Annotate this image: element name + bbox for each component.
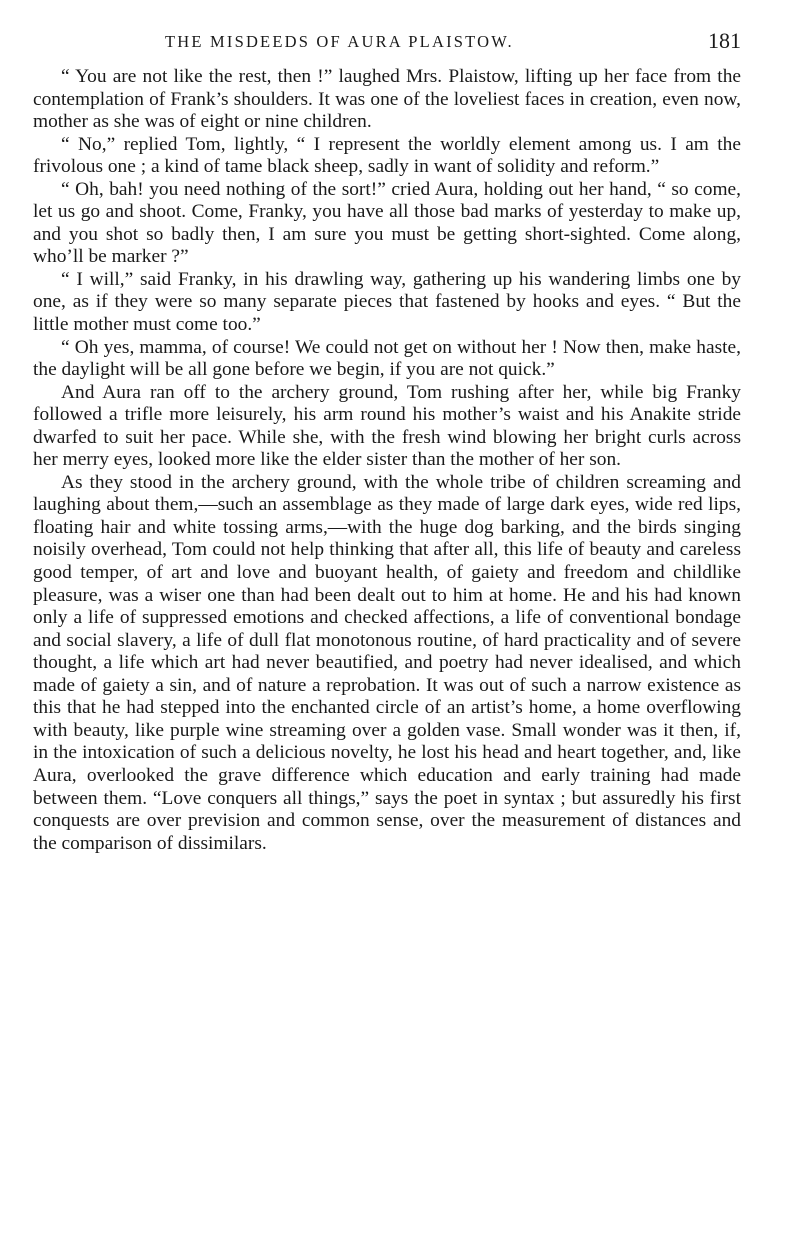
running-title: THE MISDEEDS OF AURA PLAISTOW. <box>165 32 514 51</box>
paragraph: “ Oh yes, mamma, of course! We could not get on without her ! Now then, make haste, the daylight will be all gone before we begin, if you are not quick.” <box>33 336 741 381</box>
paragraph: “ Oh, bah! you need nothing of the sort!” cried Aura, holding out her hand, “ so come, let us go and shoot. Come, Franky, you have all those bad marks of yesterday to make up, and you shot so badly then, I am sure you must be getting short-sighted. Come along, who’ll be marker ?” <box>33 178 741 268</box>
paragraph: “ I will,” said Franky, in his drawling way, gathering up his wandering limbs one by one, as if they were so many separate pieces that fastened by hooks and eyes. “ But the little mother must come too.” <box>33 268 741 336</box>
page-number: 181 <box>708 28 741 53</box>
paragraph: “ No,” replied Tom, lightly, “ I represent the worldly element among us. I am the frivolous one ; a kind of tame black sheep, sadly in want of solidity and reform.” <box>33 133 741 178</box>
body-text <box>33 66 741 855</box>
book-page <box>33 28 741 855</box>
paragraph: “ You are not like the rest, then !” laughed Mrs. Plaistow, lifting up her face from the contemplation of Frank’s shoulders. It was one of the loveliest faces in creation, even now, mother as she was of eight or nine children. <box>33 66 741 133</box>
page-header <box>33 28 741 62</box>
paragraph: As they stood in the archery ground, with the whole tribe of children screaming and laughing about them,—such an assemblage as they made of large dark eyes, wide red lips, floating hair and white tossing arms,—with the huge dog barking, and the birds singing noisily overhead, Tom could not help thinking that after all, this life of beauty and careless good temper, of art and love and buoyant health, of gaiety and freedom and childlike pleasure, was a wiser one than had been dealt out to him at home. He and his had known only a life of suppressed emotions and checked affections, a life of conventional bondage and social slavery, a life of dull flat monotonous routine, of hard practicality and of severe thought, a life which art had never beautified, and poetry had never idealised, and which made of gaiety a sin, and of nature a reprobation. It was out of such a narrow existence as this that he had stepped into the enchanted circle of an artist’s home, a home overflowing with beauty, like purple wine streaming over a golden vase. Small wonder was it then, if, in the intoxication of such a delicious novelty, he lost his head and heart together, and, like Aura, overlooked the grave difference which education and early training had made between them. “Love conquers all things,” says the poet in syntax ; but assuredly his first conquests are over prevision and common sense, over the measurement of distances and the comparison of dissimilars. <box>33 471 741 854</box>
paragraph: And Aura ran off to the archery ground, Tom rushing after her, while big Franky followed a trifle more leisurely, his arm round his mother’s waist and his Anakite stride dwarfed to suit her pace. While she, with the fresh wind blowing her bright curls across her merry eyes, looked more like the elder sister than the mother of her son. <box>33 381 741 471</box>
